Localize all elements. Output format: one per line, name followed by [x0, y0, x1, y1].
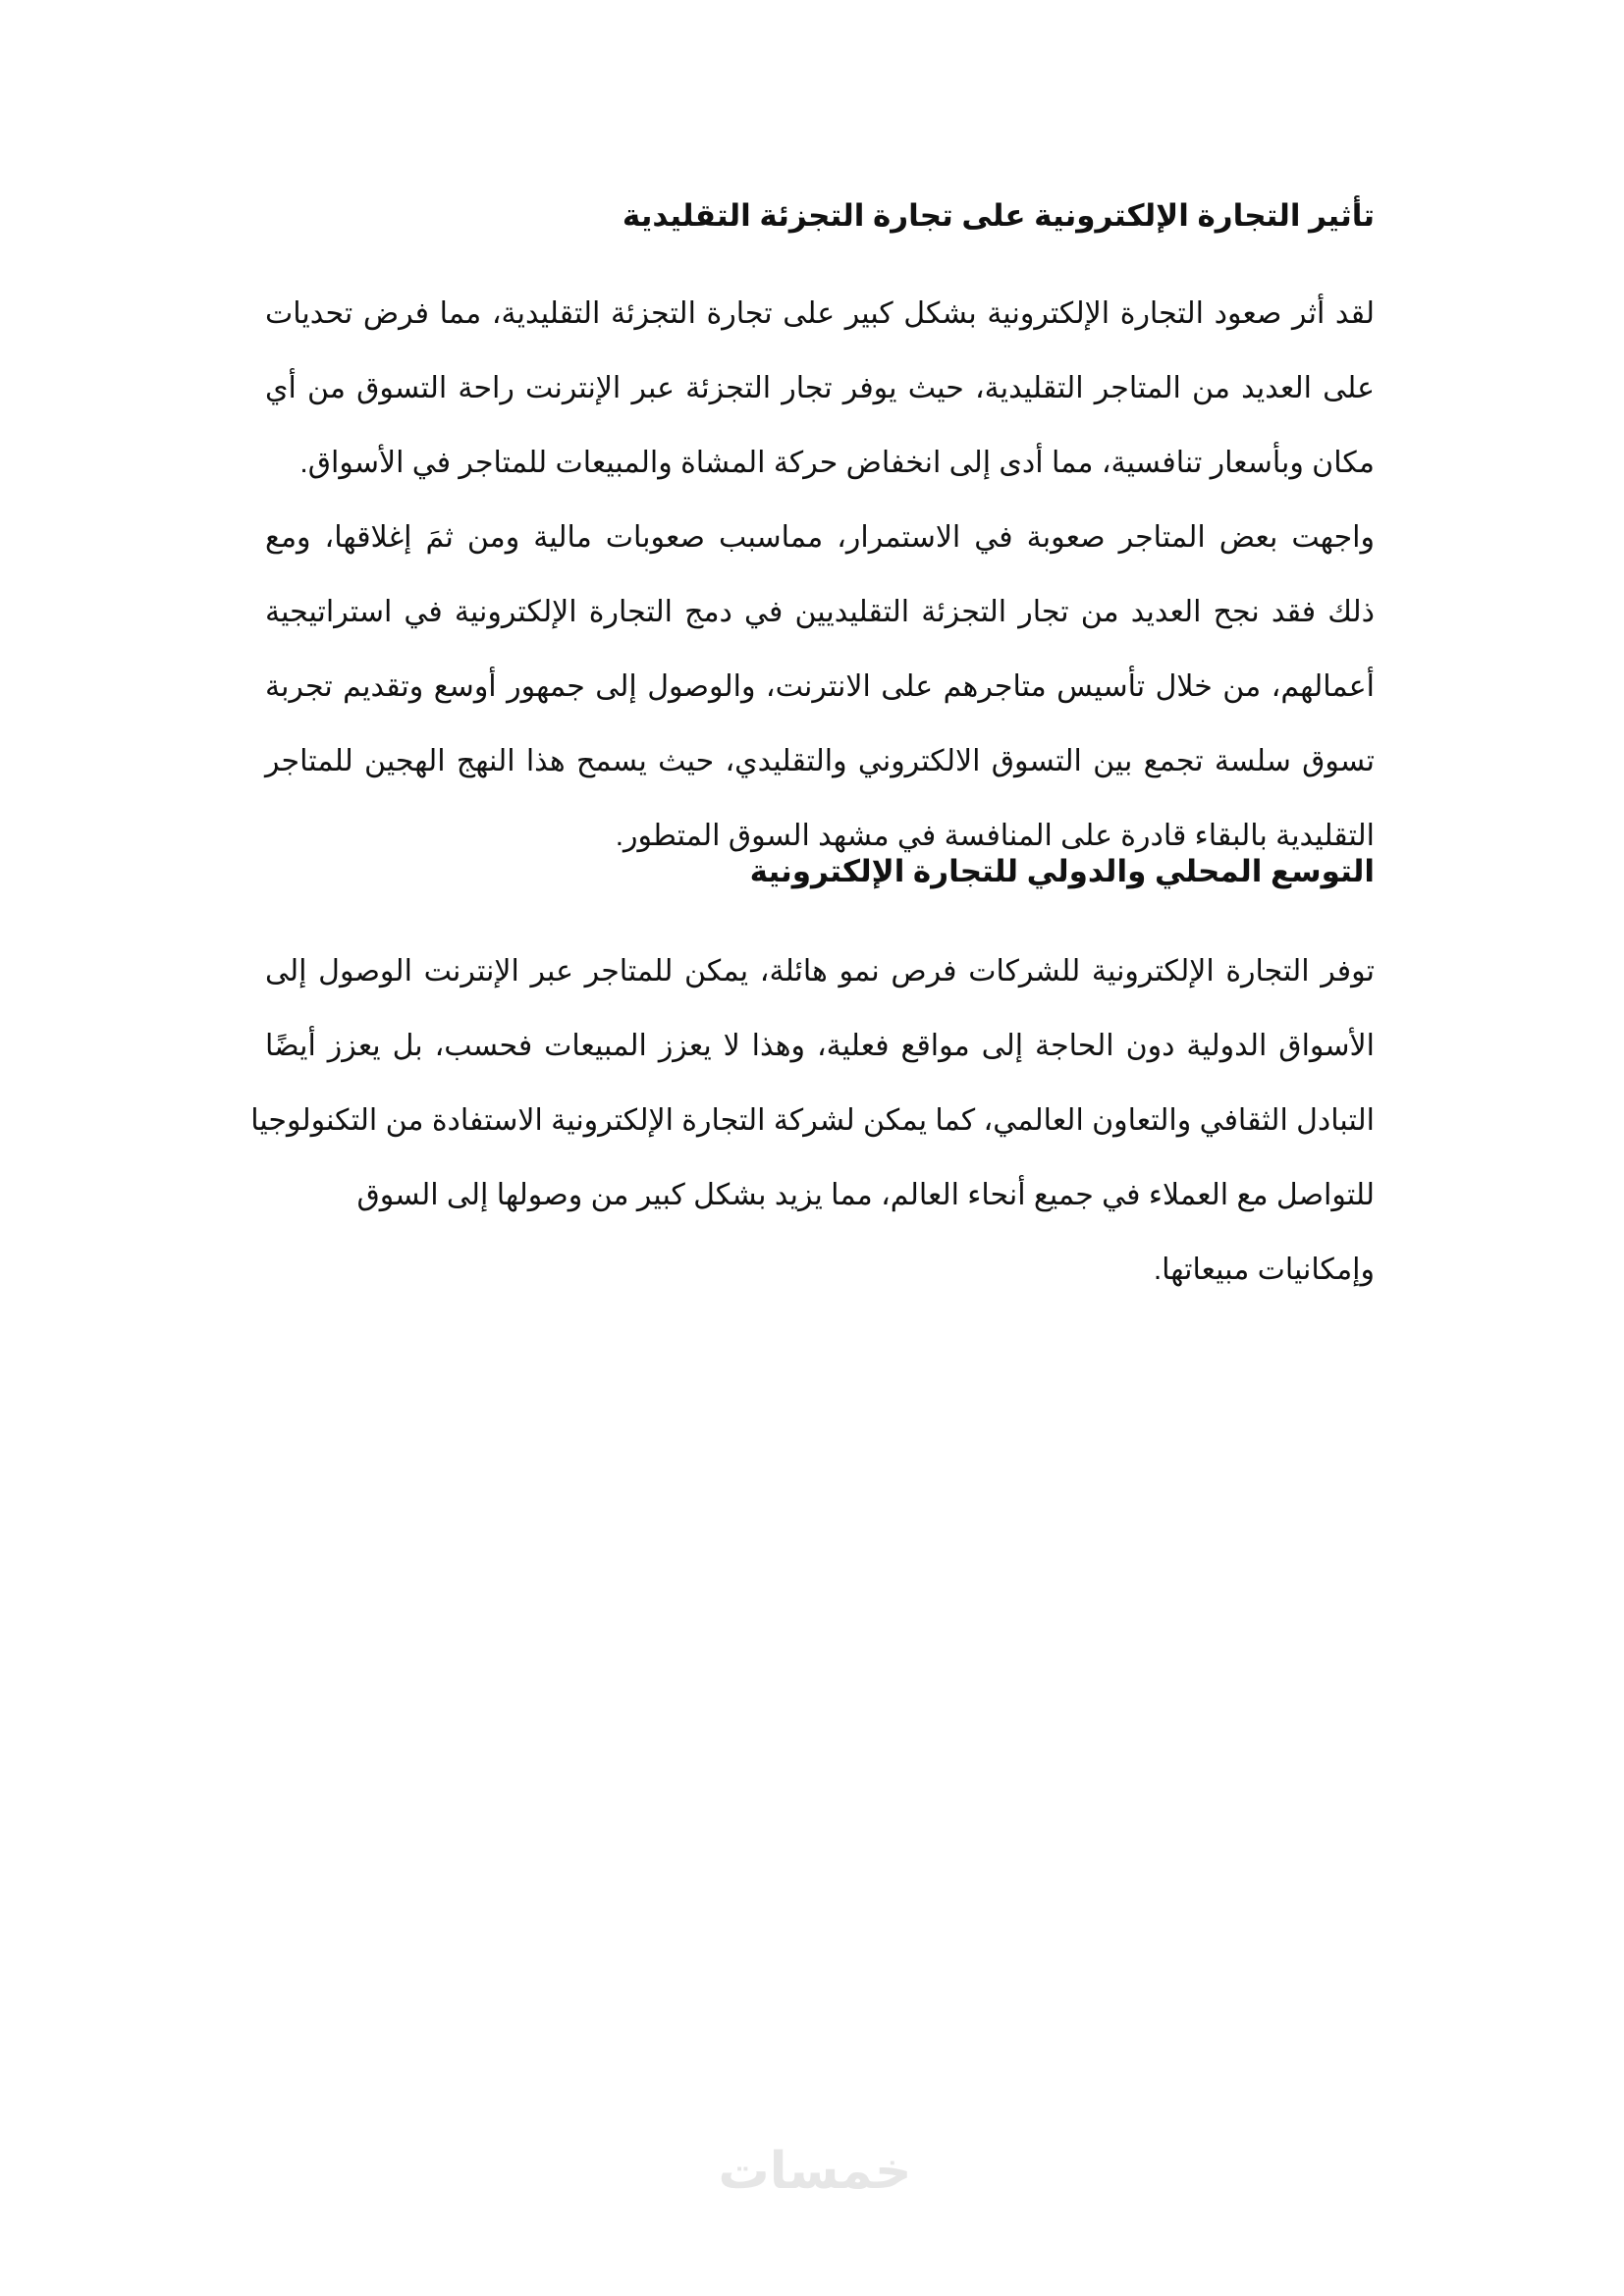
- paragraph-line: الأسواق الدولية دون الحاجة إلى مواقع فعلية، وهذا لا يعزز المبيعات فحسب، بل يعزز أيضًا: [265, 1030, 1375, 1062]
- paragraph-line: التبادل الثقافي والتعاون العالمي، كما يمكن لشركة التجارة الإلكترونية الاستفادة من التكنولوجيا: [250, 1104, 1375, 1137]
- watermark-logo: خمسات: [718, 2142, 912, 2201]
- paragraph-line: وإمكانيات مبيعاتها.: [1153, 1254, 1375, 1286]
- paragraph-line: لقد أثر صعود التجارة الإلكترونية بشكل كبير على تجارة التجزئة التقليدية، مما فرض تحديات: [265, 297, 1375, 330]
- paragraph-line: واجهت بعض المتاجر صعوبة في الاستمرار، مماسبب صعوبات مالية ومن ثمَ إغلاقها، ومع: [265, 521, 1375, 554]
- paragraph-ecommerce-impact: [265, 277, 1375, 874]
- paragraph-line: توفر التجارة الإلكترونية للشركات فرص نمو هائلة، يمكن للمتاجر عبر الإنترنت الوصول إلى: [265, 955, 1375, 988]
- paragraph-expansion: [250, 934, 1375, 1308]
- paragraph-line: للتواصل مع العملاء في جميع أنحاء العالم، مما يزيد بشكل كبير من وصولها إلى السوق: [356, 1179, 1375, 1211]
- paragraph-line: أعمالهم، من خلال تأسيس متاجرهم على الانترنت، والوصول إلى جمهور أوسع وتقديم تجربة: [265, 670, 1375, 703]
- paragraph-line: ذلك فقد نجح العديد من تجار التجزئة التقليديين في دمج التجارة الإلكترونية في استراتيجية: [265, 596, 1375, 628]
- heading-text: التوسع المحلي والدولي للتجارة الإلكترونية: [749, 854, 1375, 888]
- paragraph-line: التقليدية بالبقاء قادرة على المنافسة في مشهد السوق المتطور.: [615, 820, 1375, 852]
- section-heading-ecommerce-impact: [265, 196, 1375, 236]
- paragraph-line: مكان وبأسعار تنافسية، مما أدى إلى انخفاض حركة المشاة والمبيعات للمتاجر في الأسواق.: [299, 447, 1375, 479]
- heading-text: تأثير التجارة الإلكترونية على تجارة التجزئة التقليدية: [622, 198, 1375, 233]
- paragraph-line: تسوق سلسة تجمع بين التسوق الالكتروني والتقليدي، حيث يسمح هذا النهج الهجين للمتاجر: [265, 745, 1375, 777]
- section-heading-expansion: [265, 852, 1375, 891]
- paragraph-line: على العديد من المتاجر التقليدية، حيث يوفر تجار التجزئة عبر الإنترنت راحة التسوق من أي: [265, 372, 1375, 404]
